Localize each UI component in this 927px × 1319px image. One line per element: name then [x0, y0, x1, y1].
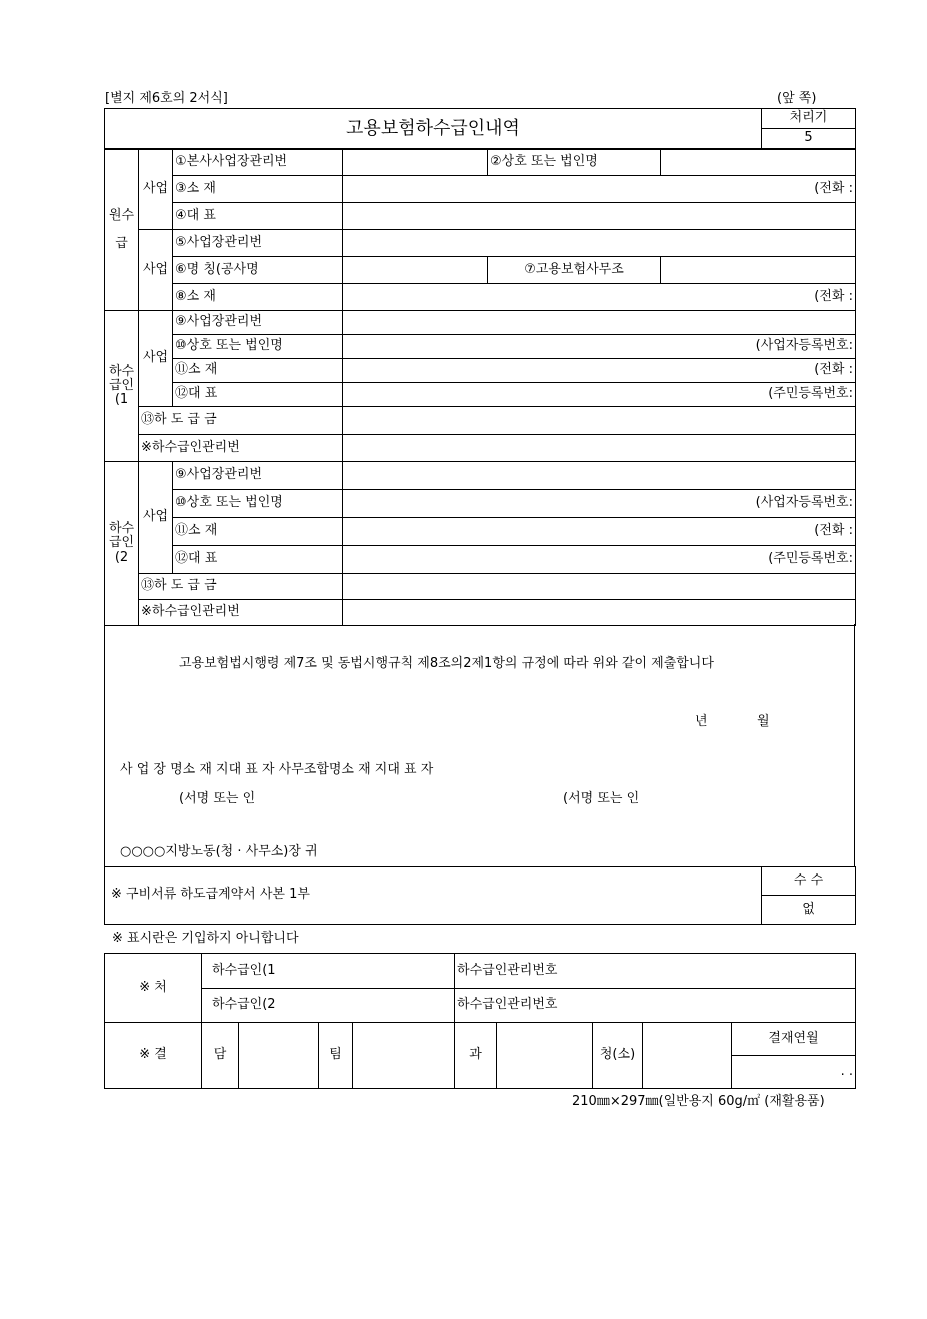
office-sub2: 하수급인(2	[202, 989, 455, 1023]
sub2-f11-input[interactable]	[343, 518, 856, 546]
sub2-f10-label: ⑩상호 또는 법인명	[173, 490, 343, 518]
date-year-label: 년	[695, 714, 708, 729]
office-note: ※ 표시란은 기입하지 아니합니다	[112, 931, 299, 946]
field-3-label: ③소 재	[173, 176, 343, 203]
sub2-mgmt-label: ※하수급인관리번	[139, 600, 343, 626]
sub1-f10-input[interactable]	[343, 335, 856, 359]
sub1-f12-input[interactable]	[343, 383, 856, 407]
sub1-mgmt-label: ※하수급인관리번	[139, 435, 343, 462]
sub1-f13-input[interactable]	[343, 407, 856, 435]
field-6-input[interactable]	[343, 257, 488, 284]
approval-label: ※ 결	[105, 1023, 202, 1089]
sub2-f9-label: ⑨사업장관리번	[173, 462, 343, 490]
sub1-label-1: 하수	[108, 363, 135, 379]
approval-date-value[interactable]: . .	[732, 1056, 856, 1089]
approval-cheong: 청(소)	[593, 1023, 643, 1089]
sub1-biz-label: 사업	[139, 311, 173, 407]
period-label: 처리기	[762, 109, 856, 129]
sub2-f10-note: (사업자등록번호:	[755, 495, 853, 511]
sub1-f10-note: (사업자등록번호:	[755, 338, 853, 354]
fee-value: 없	[762, 896, 856, 925]
form-title: 고용보험하수급인내역	[105, 109, 762, 149]
sub1-f10-label: ⑩상호 또는 법인명	[173, 335, 343, 359]
sub2-f12-label: ⑫대 표	[173, 546, 343, 574]
sub1-f12-note: (주민등록번호:	[768, 386, 853, 402]
sub1-f9-input[interactable]	[343, 311, 856, 335]
approval-gwa-sign[interactable]	[497, 1023, 593, 1089]
date-month-label: 월	[757, 714, 770, 729]
main-table	[104, 149, 856, 626]
sub1-f12-label: ⑫대 표	[173, 383, 343, 407]
field-2-input[interactable]	[661, 150, 856, 176]
sub1-f11-input[interactable]	[343, 359, 856, 383]
sub2-f10-input[interactable]	[343, 490, 856, 518]
office-table	[104, 953, 856, 1089]
sub2-mgmt-input[interactable]	[343, 600, 856, 626]
office-sub2-field[interactable]: 하수급인관리번호	[455, 989, 856, 1023]
approval-dam: 담	[202, 1023, 239, 1089]
title-table	[104, 108, 856, 149]
field-4-input[interactable]	[343, 203, 856, 230]
approval-team-sign[interactable]	[353, 1023, 455, 1089]
declaration-text: 고용보험법시행령 제7조 및 동법시행규칙 제8조의2제1항의 규정에 따라 위와 같이 제출합니다	[179, 656, 714, 671]
sub1-f11-label: ⑪소 재	[173, 359, 343, 383]
fee-label: 수 수	[762, 867, 856, 896]
sign-left[interactable]: (서명 또는 인	[179, 791, 256, 806]
approval-gwa: 과	[455, 1023, 497, 1089]
sub2-label-1: 하수	[108, 521, 135, 537]
page-side: (앞 쪽)	[777, 91, 817, 106]
field-6-label: ⑥명 칭(공사명	[173, 257, 343, 284]
field-5-label: ⑤사업장관리번	[173, 230, 343, 257]
sub2-f9-input[interactable]	[343, 462, 856, 490]
addressee: ○○○○지방노동(청 · 사무소)장 귀	[120, 844, 318, 859]
sub2-group	[105, 462, 139, 626]
sub2-f12-input[interactable]	[343, 546, 856, 574]
sub1-f9-label: ⑨사업장관리번	[173, 311, 343, 335]
period-value: 5	[762, 129, 856, 149]
field-1-input[interactable]	[343, 150, 488, 176]
sub2-biz-label: 사업	[139, 462, 173, 574]
approval-cheong-sign[interactable]	[643, 1023, 732, 1089]
field-3-input[interactable]	[343, 176, 856, 203]
sub2-f11-label: ⑪소 재	[173, 518, 343, 546]
prime-label-1: 원수	[108, 207, 135, 223]
sub1-mgmt-input[interactable]	[343, 435, 856, 462]
field-7-input[interactable]	[661, 257, 856, 284]
office-sub1-field[interactable]: 하수급인관리번호	[455, 954, 856, 989]
approval-team: 팀	[319, 1023, 353, 1089]
approval-dam-sign[interactable]	[239, 1023, 319, 1089]
sub1-label-3: (1	[114, 392, 129, 408]
sub1-f11-note: (전화 :	[814, 362, 853, 378]
sub2-label-2: 급인	[108, 535, 135, 551]
field-5-input[interactable]	[343, 230, 856, 257]
field-2-label: ②상호 또는 법인명	[488, 150, 661, 176]
office-proc-label: ※ 처	[105, 954, 202, 1023]
field-8-label: ⑧소 재	[173, 284, 343, 311]
sub2-label-3: (2	[114, 549, 129, 565]
site-label: 사업	[139, 230, 173, 311]
prime-label-2: 급	[115, 236, 128, 252]
attachments-label: ※ 구비서류 하도급계약서 사본 1부	[105, 867, 762, 925]
field-1-label: ①본사사업장관리번	[173, 150, 343, 176]
prime-group	[105, 150, 139, 311]
field-8-phone: (전화 :	[814, 288, 853, 304]
sub2-f11-note: (전화 :	[814, 523, 853, 539]
form-number: [별지 제6호의 2서식]	[105, 91, 228, 106]
sub2-f13-label: ⑬하 도 급 금	[139, 574, 343, 600]
attachments-table	[104, 866, 856, 925]
sub1-label-2: 급인	[108, 377, 135, 393]
signer-line: 사 업 장 명소 재 지대 표 자 사무조합명소 재 지대 표 자	[120, 762, 434, 777]
field-3-phone: (전화 :	[814, 180, 853, 196]
field-4-label: ④대 표	[173, 203, 343, 230]
sub1-group	[105, 311, 139, 462]
paper-spec: 210㎜×297㎜(일반용지 60g/㎡ (재활용품)	[572, 1094, 825, 1109]
field-8-input[interactable]	[343, 284, 856, 311]
sub2-f13-input[interactable]	[343, 574, 856, 600]
sign-right[interactable]: (서명 또는 인	[563, 791, 640, 806]
field-7-label: ⑦고용보험사무조	[488, 257, 661, 284]
sub1-f13-label: ⑬하 도 급 금	[139, 407, 343, 435]
approval-date-label: 결재연월	[732, 1023, 856, 1056]
head-office-label: 사업	[139, 150, 173, 230]
sub2-f12-note: (주민등록번호:	[768, 551, 853, 567]
office-sub1: 하수급인(1	[202, 954, 455, 989]
